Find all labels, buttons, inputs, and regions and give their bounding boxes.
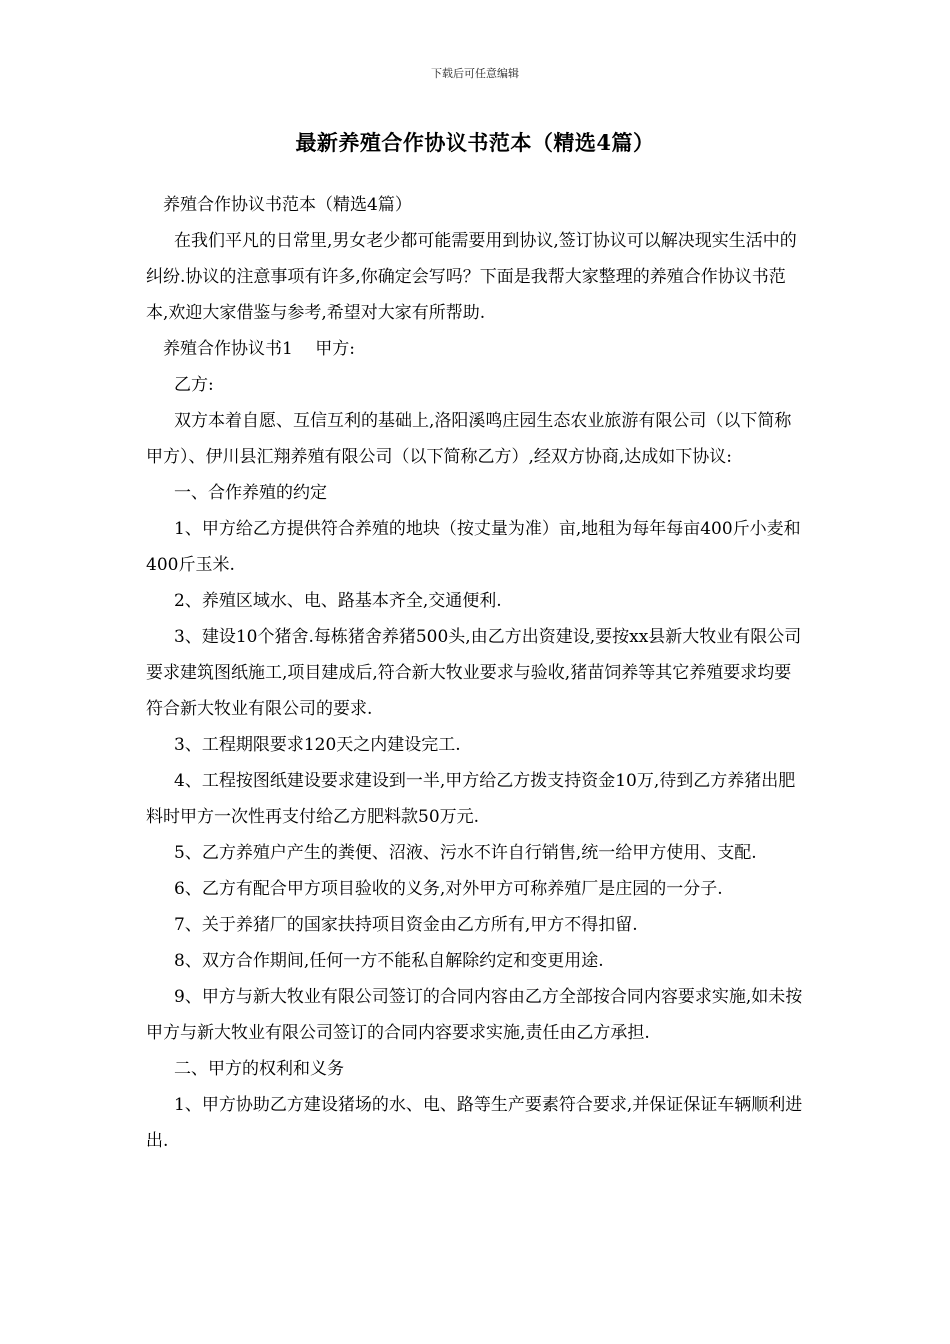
paragraph-preamble: 双方本着自愿、互信互利的基础上,洛阳溪鸣庄园生态农业旅游有限公司（以下简称甲方）、伊川县汇翔养殖有限公司（以下简称乙方）,经双方协商,达成如下协议: [146,411,792,467]
clause-1-7: 7、关于养猪厂的国家扶持项目资金由乙方所有,甲方不得扣留. [174,915,638,935]
paragraph-intro: 在我们平凡的日常里,男女老少都可能需要用到协议,签订协议可以解决现实生活中的纠纷.协议的注意事项有许多,你确定会写吗？下面是我帮大家整理的养殖合作协议书范本,欢迎大家借鉴与参考,希望对大家有所帮助. [146,231,797,323]
paragraph-subtitle: 养殖合作协议书范本（精选4篇） [163,195,412,215]
document-title: 最新养殖合作协议书范本（精选4篇） [295,130,655,155]
section-heading-2: 二、甲方的权利和义务 [174,1059,344,1079]
clause-1-2: 2、养殖区域水、电、路基本齐全,交通便利. [174,591,502,611]
paragraph-party-b: 乙方: [174,375,214,395]
section-heading-1: 一、合作养殖的约定 [174,483,327,503]
paragraph-agreement-1-party-a: 养殖合作协议书1 甲方: [163,339,355,359]
clause-1-8: 8、双方合作期间,任何一方不能私自解除约定和变更用途. [174,951,604,971]
clause-1-4: 4、工程按图纸建设要求建设到一半,甲方给乙方拨支持资金10万,待到乙方养猪出肥料时甲方一次性再支付给乙方肥料款50万元. [146,771,796,827]
document-body [146,187,806,1159]
clause-1-3: 3、建设10个猪舍.每栋猪舍养猪500头,由乙方出资建设,要按xx县新大牧业有限公司要求建筑图纸施工,项目建成后,符合新大牧业要求与验收,猪苗饲养等其它养殖要求均要符合新大牧业有限公司的要求. [146,627,802,719]
clause-1-9: 9、甲方与新大牧业有限公司签订的合同内容由乙方全部按合同内容要求实施,如未按甲方与新大牧业有限公司签订的合同内容要求实施,责任由乙方承担. [146,987,803,1043]
clause-1-6: 6、乙方有配合甲方项目验收的义务,对外甲方可称养殖厂是庄园的一分子. [174,879,723,899]
clause-1-5: 5、乙方养殖户产生的粪便、沼液、污水不许自行销售,统一给甲方使用、支配. [174,843,757,863]
clause-2-1: 1、甲方协助乙方建设猪场的水、电、路等生产要素符合要求,并保证保证车辆顺利进出. [146,1095,803,1151]
header-note: 下载后可任意编辑 [431,67,519,80]
clause-1-1: 1、甲方给乙方提供符合养殖的地块（按丈量为准）亩,地租为每年每亩400斤小麦和400斤玉米. [146,519,801,575]
clause-1-3b: 3、工程期限要求120天之内建设完工. [174,735,461,755]
